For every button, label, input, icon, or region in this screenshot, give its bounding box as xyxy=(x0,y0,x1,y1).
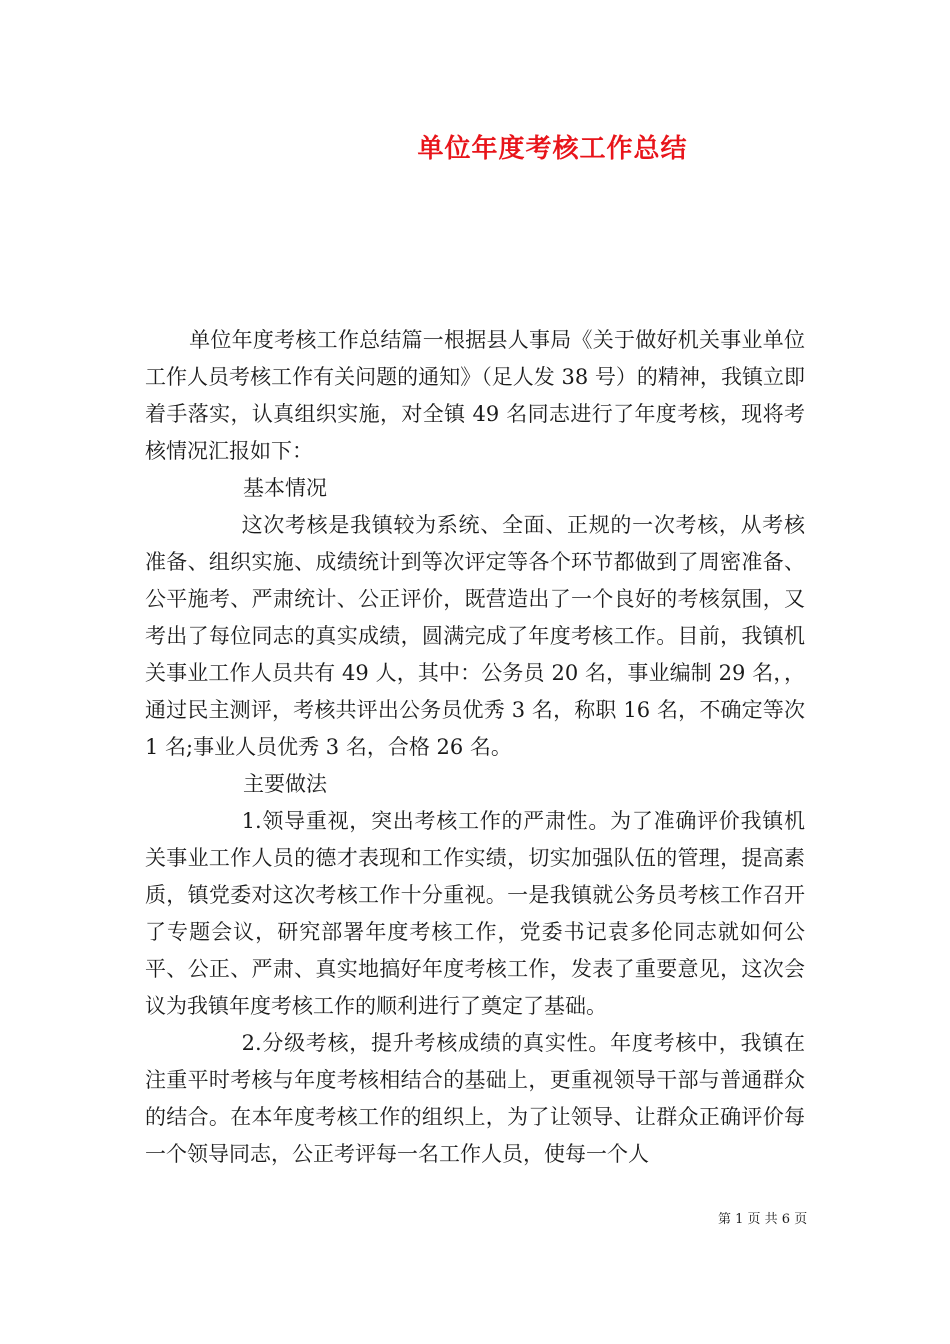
intro-paragraph: 单位年度考核工作总结篇一根据县人事局《关于做好机关事业单位工作人员考核工作有关问题的通知》（足人发 38 号）的精神，我镇立即着手落实，认真组织实施，对全镇 49 名同志进行了年度考核，现将考核情况汇报如下： xyxy=(145,328,805,463)
document-title: 单位年度考核工作总结 xyxy=(417,134,688,164)
section-heading-basic: 基本情况 xyxy=(243,476,327,500)
method-item-1: 1.领导重视，突出考核工作的严肃性。为了准确评价我镇机关事业工作人员的德才表现和工作实绩，切实加强队伍的管理，提高素质，镇党委对这次考核工作十分重视。一是我镇就公务员考核工作召开了专题会议，研究部署年度考核工作，党委书记袁多伦同志就如何公平、公正、严肃、真实地搞好年度考核工作，发表了重要意见，这次会议为我镇年度考核工作的顺利进行了奠定了基础。 xyxy=(145,809,805,1018)
basic-situation-paragraph: 这次考核是我镇较为系统、全面、正规的一次考核，从考核准备、组织实施、成绩统计到等次评定等各个环节都做到了周密准备、公平施考、严肃统计、公正评价，既营造出了一个良好的考核氛围，又考出了每位同志的真实成绩，圆满完成了年度考核工作。目前，我镇机关事业工作人员共有 49 人，其中：公务员 20 名，事业编制 29 名，，通过民主测评，考核共评出公务员优秀 3 名，称职 16 名，不确定等次 1 名;事业人员优秀 3 名，合格 26 名。 xyxy=(145,513,805,759)
document-body xyxy=(145,322,805,1173)
method-item-2: 2.分级考核，提升考核成绩的真实性。年度考核中，我镇在注重平时考核与年度考核相结合的基础上，更重视领导干部与普通群众的结合。在本年度考核工作的组织上，为了让领导、让群众正确评价每一个领导同志，公正考评每一名工作人员，使每一个人 xyxy=(145,1031,805,1166)
section-heading-methods: 主要做法 xyxy=(243,772,327,796)
page-number-footer: 第 1 页 共 6 页 xyxy=(718,1212,808,1227)
